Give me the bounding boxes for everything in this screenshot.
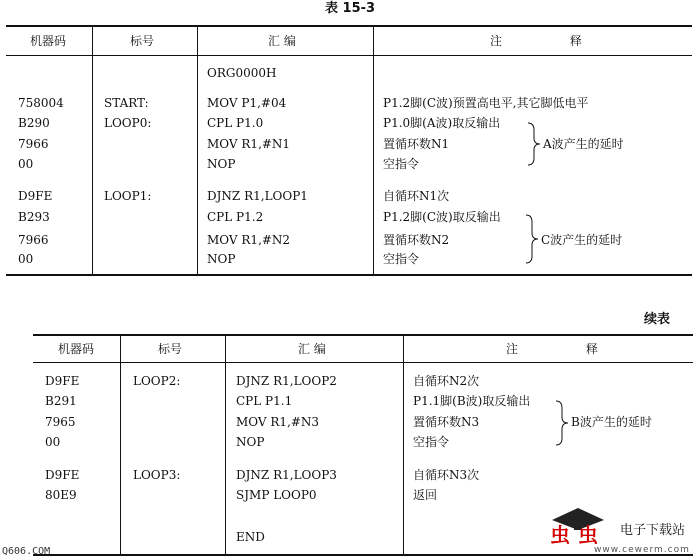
table1-asm: NOP xyxy=(207,157,236,171)
table2-col-divider xyxy=(225,334,226,555)
table2-asm: CPL P1.1 xyxy=(236,394,293,408)
table1-col-divider xyxy=(92,25,93,275)
table1-label: START: xyxy=(104,96,149,110)
table1-comment: 置循环数N2 xyxy=(383,233,450,247)
watermark-site-name: 电子下载站 xyxy=(620,523,686,538)
table1-col-divider xyxy=(197,25,198,275)
table2-comment: 空指令 xyxy=(413,435,450,449)
table1-asm: MOV R1,#N1 xyxy=(207,137,291,151)
table1-header-rule xyxy=(6,55,692,56)
table2-title: 续表 xyxy=(644,312,671,327)
table1-top-rule xyxy=(6,25,692,27)
table1-comment: P1.0脚(A波)取反输出 xyxy=(383,116,501,130)
watermark-logo-icon xyxy=(548,504,620,544)
table1-code: B290 xyxy=(18,116,50,130)
svg-text:虫: 虫 xyxy=(578,523,598,544)
table1-label: LOOP0: xyxy=(104,116,152,130)
table1-brace-label: A波产生的延时 xyxy=(543,137,624,151)
table2-asm: SJMP LOOP0 xyxy=(236,488,317,502)
table2-code: 00 xyxy=(45,435,61,449)
table2-header-rule xyxy=(33,362,693,363)
table1-label: LOOP1: xyxy=(104,189,152,203)
table2-comment: 返回 xyxy=(413,488,438,502)
table1-comment: P1.2脚(C波)取反输出 xyxy=(383,210,501,224)
table2-asm: DJNZ R1,LOOP3 xyxy=(236,468,337,482)
table1-code: B293 xyxy=(18,210,50,224)
table2-end: END xyxy=(236,530,265,544)
table2-label: LOOP3: xyxy=(133,468,181,482)
table1-comment: 空指令 xyxy=(383,157,420,171)
table1-header-comment: 注 释 xyxy=(490,34,614,48)
table1-brace-label: C波产生的延时 xyxy=(541,233,623,247)
table1-col-divider xyxy=(373,25,374,275)
table2-asm: MOV R1,#N3 xyxy=(236,415,320,429)
table2-header-asm: 汇 编 xyxy=(298,342,326,356)
table1-header-asm: 汇 编 xyxy=(268,34,296,48)
watermark-site-url: www.cewerm.com xyxy=(594,545,690,555)
table2-code: 80E9 xyxy=(45,488,77,502)
table1-asm: CPL P1.2 xyxy=(207,210,264,224)
table2-code: B291 xyxy=(45,394,77,408)
table2-comment: 置循环数N3 xyxy=(413,415,480,429)
table1-asm: CPL P1.0 xyxy=(207,116,264,130)
table1-header-label: 标号 xyxy=(130,34,155,48)
table1-asm: MOV R1,#N2 xyxy=(207,233,291,247)
table2-asm: NOP xyxy=(236,435,265,449)
table2-header-label: 标号 xyxy=(158,342,183,356)
table2-col-divider xyxy=(403,334,404,555)
table1-code: 758004 xyxy=(18,96,64,110)
table1-code: 7966 xyxy=(18,137,49,151)
table2-brace xyxy=(554,400,570,446)
svg-text:虫: 虫 xyxy=(550,523,570,544)
table2-brace-label: B波产生的延时 xyxy=(571,415,652,429)
table1-asm: NOP xyxy=(207,252,236,266)
table1-brace xyxy=(524,214,540,264)
table1-bottom-rule xyxy=(6,274,692,276)
watermark-left: Q606.COM xyxy=(2,546,51,557)
table1-org: ORG0000H xyxy=(207,66,277,80)
table1-header-code: 机器码 xyxy=(30,34,67,48)
table2-label: LOOP2: xyxy=(133,374,181,388)
table2-code: 7965 xyxy=(45,415,76,429)
table1-comment: 空指令 xyxy=(383,252,420,266)
table2-code: D9FE xyxy=(45,468,80,482)
table1-title: 表 15-3 xyxy=(325,1,376,16)
table1-comment: 自循环N1次 xyxy=(383,189,450,203)
table1-code: D9FE xyxy=(18,189,53,203)
table2-header-code: 机器码 xyxy=(58,342,95,356)
table1-comment: P1.2脚(C波)预置高电平,其它脚低电平 xyxy=(383,96,589,110)
table1-asm: DJNZ R1,LOOP1 xyxy=(207,189,308,203)
table2-comment: P1.1脚(B波)取反输出 xyxy=(413,394,531,408)
table2-top-rule xyxy=(33,334,693,336)
table2-asm: DJNZ R1,LOOP2 xyxy=(236,374,337,388)
table2-header-comment: 注 释 xyxy=(506,342,630,356)
table1-asm: MOV P1,#04 xyxy=(207,96,287,110)
table1-comment: 置循环数N1 xyxy=(383,137,450,151)
table2-comment: 自循环N3次 xyxy=(413,468,480,482)
table1-code: 00 xyxy=(18,252,34,266)
table2-comment: 自循环N2次 xyxy=(413,374,480,388)
table1-code: 00 xyxy=(18,157,34,171)
table2-col-divider xyxy=(120,334,121,555)
table1-brace xyxy=(526,122,542,166)
table2-code: D9FE xyxy=(45,374,80,388)
table1-code: 7966 xyxy=(18,233,49,247)
